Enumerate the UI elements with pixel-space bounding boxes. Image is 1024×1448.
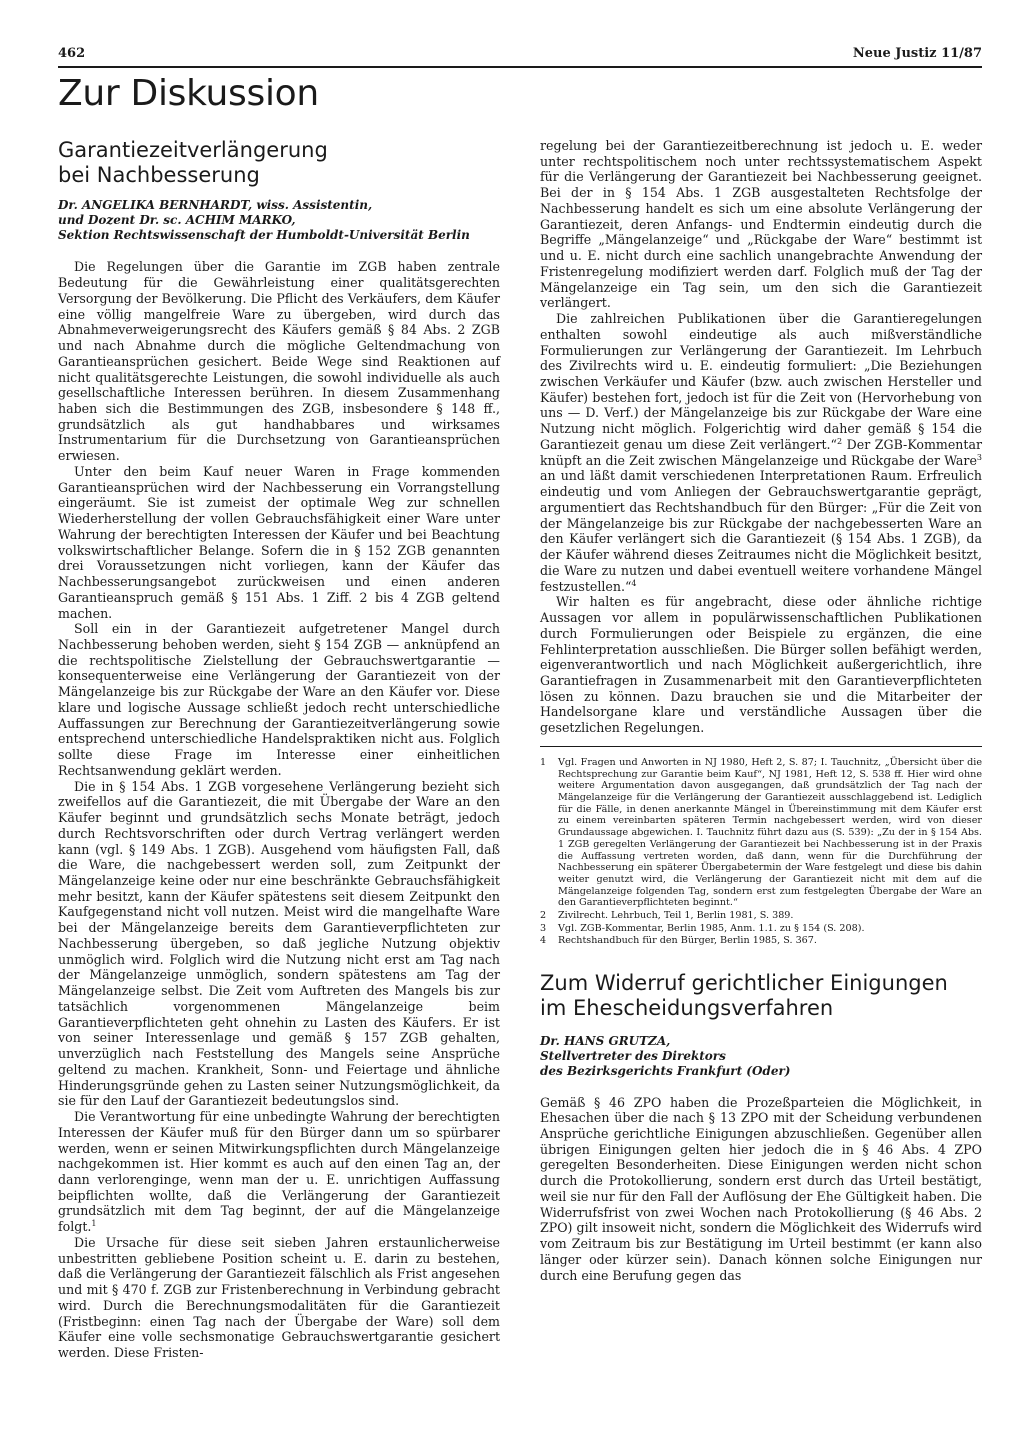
article2-title-line1: Zum Widerruf gerichtlicher Einigungen [540,971,948,996]
right-column [540,138,982,1283]
article1-paragraph-4: Die in § 154 Abs. 1 ZGB vorgesehene Verlängerung bezieht sich zweifellos auf die Garantiezeit, die mit Übergabe der Ware an den Käufer beginnt und grundsätzlich sechs Monate beträgt, jedoch durch Rechtsvorschriften oder durch Vertrag verlängert werden kann (vgl. § 149 Abs. 1 ZGB). Ausgehend vom häufigsten Fall, daß die Ware, die nachgebessert werden soll, zum Zeitpunkt der Mängelanzeige keine oder nur eine beschränkte Gebrauchsfähigkeit mehr besitzt, kann der Käufer spätestens seit diesem Zeitpunkt den Kaufgegenstand nicht voll nutzen. Meist wird die mangelhafte Ware bei der Mängelanzeige bereits dem Garantieverpflichteten zur Nachbesserung übergeben, so daß jegliche Nutzung objektiv unmöglich wird. Folglich wird die Nutzung nicht erst am Tag nach der Mängelanzeige unmöglich, sondern spätestens am Tag der Mängelanzeige selbst. Die Zeit vom Auftreten des Mangels bis zur tatsächlich vorgenommenen Mängelanzeige beim Garantieverpflichteten geht ohnehin zu Lasten des Käufers. Er ist von seiner Interessenlage und gemäß § 157 ZGB gehalten, unverzüglich nach Feststellung des Mangels seine Ansprüche geltend zu machen. Krankheit, Sonn- und Feiertage und ähnliche Hinderungsgründe gehen zu Lasten seiner Nutzungsmöglichkeit, da sie für den Lauf der Garantiezeit bedeutungslos sind. [58,778,500,1109]
article2 [540,971,982,1283]
footnotes [540,757,982,947]
footnote-text: Rechtshandbuch für den Bürger, Berlin 1985, S. 367. [558,935,817,947]
footnote-4 [540,935,982,947]
article2-author-line2: Stellvertreter des Direktors [540,1048,726,1063]
article2-byline [540,1034,982,1079]
article1-author-line3: Sektion Rechtswissenschaft der Humboldt-Universität Berlin [58,228,470,243]
article1-paragraph-2: Unter den beim Kauf neuer Waren in Frage kommenden Garantieansprüchen wird der Nachbesserung ein Vorrangstellung eingeräumt. Sie ist zumeist der optimale Weg zur schnellen Wiederherstellung der vollen Gebrauchsfähigkeit einer Ware unter Wahrung der berechtigten Interessen der Käufer und bei Beachtung volkswirtschaftlicher Belange. Sofern die in § 152 ZGB genannten drei Voraussetzungen nicht vorliegen, kann der Käufer das Nachbesserungsangebot zurückweisen und einen anderen Garantieanspruch gemäß § 151 Abs. 1 Ziff. 2 bis 4 ZGB geltend machen. [58,463,500,621]
section-title: Zur Diskussion [58,73,319,114]
article1-paragraph-5-text: Die Verantwortung für eine unbedingte Wahrung der berechtigten Interessen der Käufer muß für den Bürger dann um so spürbarer werden, wenn er seinen Mitwirkungspflichten durch Mängelanzeige nachgekommen ist. Hier kommt es auch auf den einen Tag an, der dann verlorenginge, wenn man der u. E. unrichtigen Auffassung beipflichten wollte, daß die Verlängerung der Garantiezeit grundsätzlich mit dem Tag beginnt, der auf die Mängelanzeige folgt. [58,1109,500,1235]
footnote-ref-4: 4 [631,578,637,588]
footnote-number: 2 [540,910,547,922]
footnote-3 [540,923,982,935]
article1-paragraph-7 [540,311,982,594]
footnote-text: Vgl. ZGB-Kommentar, Berlin 1985, Anm. 1.1. zu § 154 (S. 208). [558,922,865,934]
article1-title-line2: bei Nachbesserung [58,163,260,188]
article1-paragraph-6-continued: regelung bei der Garantiezeitberechnung ist jedoch u. E. weder unter rechtspolitischem noch unter rechtssystematischem Aspekt für die Verlängerung der Garantiezeit bei Nachbesserung geeignet. Bei der in § 154 Abs. 1 ZGB ausgestalteten Rechtsfolge der Nachbesserung handelt es sich um eine absolute Verlängerung der Garantiezeit, deren Anfangs- und Endtermin eindeutig durch die Begriffe „Mängelanzeige“ und „Rückgabe der Ware“ bestimmt ist und u. E. nicht durch eine sachlich unangebrachte Anwendung der Fristenregelung modifiziert werden darf. Folglich muß der Tag der Mängelanzeige ein Tag sein, um den sich die Garantiezeit verlängert. [540,138,982,311]
footnote-2 [540,910,982,922]
article2-paragraph-1: Gemäß § 46 ZPO haben die Prozeßparteien die Möglichkeit, in Ehesachen über die nach § 13 ZPO mit der Scheidung verbundenen Ansprüche gerichtliche Einigungen abzuschließen. Gegenüber allen übrigen Einigungen gelten hier jedoch die in § 46 Abs. 4 ZPO geregelten Besonderheiten. Diese Einigungen werden nicht schon durch die Protokollierung, sondern erst durch das Urteil bestätigt, weil sie nur für den Fall der Auflösung der Ehe Gültigkeit haben. Die Widerrufsfrist von zwei Wochen nach Protokollierung (§ 46 Abs. 2 ZPO) gilt insoweit nicht, sondern die Möglichkeit des Widerrufs wird vom Zeitraum bis zur Bestätigung im Urteil bestimmt (er kann also länger oder kürzer sein). Danach können solche Einigungen nur durch eine Berufung gegen das [540,1094,982,1283]
article2-title-line2: im Ehescheidungsverfahren [540,996,834,1021]
article1-paragraph-7b-text: Der ZGB-Kommentar knüpft an die Zeit zwischen Mängelanzeige und Rückgabe der Ware [540,436,983,468]
article2-title [540,971,982,1021]
article1-author-line1: Dr. ANGELIKA BERNHARDT, wiss. Assistentin, [58,198,373,213]
article1-paragraph-1: Die Regelungen über die Garantie im ZGB haben zentrale Bedeutung für die Gewährleistung einer qualitätsgerechten Versorgung der Bevölkerung. Die Pflicht des Verkäufers, dem Käufer eine völlig mangelfreie Ware zu übergeben, wird durch das Abnahmeverweigerungsrecht des Käufers gemäß § 84 Abs. 2 ZGB und nach Abnahme durch die mögliche Geltendmachung von Garantieansprüchen gesichert. Beide Wege sind Reaktionen auf nicht qualitätsgerechte Leistungen, die sowohl individuelle als auch gesellschaftliche Interessen berühren. In diesem Zusammenhang haben sich die Bestimmungen des ZGB, insbesondere § 148 ff., grundsätzlich als gut handhabbares und wirksames Instrumentarium für die Durchsetzung von Garantieansprüchen erwiesen. [58,259,500,464]
footnote-ref-3: 3 [976,452,982,462]
article1-paragraph-5 [58,1109,500,1235]
page-number: 462 [58,46,86,61]
running-head [58,44,982,68]
footnote-divider [540,746,982,747]
article2-author-line3: des Bezirksgerichts Frankfurt (Oder) [540,1063,791,1078]
article1-byline [58,198,500,243]
article1-paragraph-7-text: Die zahlreichen Publikationen über die Garantieregelungen enthalten sowohl eindeutige als auch mißverständliche Formulierungen zur Verlängerung der Garantiezeit. Im Lehrbuch des Zivilrechts wird u. E. eindeutig formuliert: „Die Beziehungen zwischen Verkäufer und Käufer (bzw. auch zwischen Hersteller und Käufer) bestehen fort, jedoch ist für die Zeit von (Hervorhebung von uns — D. Verf.) der Mängelanzeige bis zur Rückgabe der Ware eine Nutzung nicht möglich. Folgerichtig wird daher gemäß § 154 die Garantiezeit genau um diese Zeit verlängert.“ [540,311,982,452]
footnote-ref-1: 1 [91,1218,97,1228]
article1-title-line1: Garantiezeitverlängerung [58,138,328,162]
article1-paragraph-3: Soll ein in der Garantiezeit aufgetretener Mangel durch Nachbesserung behoben werden, sieht § 154 ZGB — anknüpfend an die rechtspolitische Zielstellung der Gebrauchswertgarantie — konsequenterweise eine Verlängerung der Garantiezeit von der Mängelanzeige bis zur Rückgabe der Ware an den Käufer vor. Diese klare und logische Aussage schließt jedoch recht unterschiedliche Auffassungen zur Berechnung der Garantiezeitverlängerung sowie entsprechend unterschiedliche Handelspraktiken nicht aus. Folglich sollte diese Frage im Interesse einer einheitlichen Rechtsanwendung geklärt werden. [58,621,500,778]
article1-paragraph-7c-text: an und läßt damit verschiedenen Interpretationen Raum. Erfreulich eindeutig und vom Anliegen der Gebrauchswertgarantie geprägt, argumentiert das Rechtshandbuch für den Bürger: „Für die Zeit von der Mängelanzeige bis zur Rückgabe der nachgebesserten Ware an den Käufer verlängert sich die Garantiezeit (§ 154 Abs. 1 ZGB), da der Käufer während dieses Zeitraumes nicht die Möglichkeit besitzt, die Ware zu nutzen und dabei eventuell weitere vorhandene Mängel festzustellen.“ [540,468,982,594]
left-column [58,138,500,1361]
article1-author-line2: und Dozent Dr. sc. ACHIM MARKO, [58,213,296,228]
page [58,44,982,1434]
article2-author-line1: Dr. HANS GRUTZA, [540,1033,671,1048]
footnote-text: Vgl. Fragen und Anworten in NJ 1980, Heft 2, S. 87; I. Tauchnitz, „Übersicht über die Rechtsprechung zur Garantie beim Kauf“, NJ 1981, Heft 12, S. 538 ff. Hier wird ohne weitere Argumentation davon ausgegangen, daß grundsätzlich der Tag nach der Mängelanzeige für die Verlängerung der Garantiezeit ausschlaggebend ist. Lediglich für die Fälle, in denen anerkannte Mängel in Übereinstimmung mit dem Käufer erst zu einem vereinbarten späteren Termin nachgebessert werden, wird von dieser Grundaussage abgewichen. I. Tauchnitz führt dazu aus (S. 539): „Zu der in § 154 Abs. 1 ZGB geregelten Verlängerung der Garantiezeit bei Nachbesserung ist in der Praxis die Auffassung vertreten worden, daß dann, wenn für die Durchführung der Nachbesserung ein späterer Übergabetermin der Ware festgelegt und diese bis dahin weiter genutzt wird, die Verlängerung der Garantiezeit nicht mit dem auf die Mängelanzeige folgenden Tag, sondern erst zum festgelegten Übergabe der Ware an den Garantieverpflichteten beginnt.“ [558,756,982,909]
footnote-1 [540,757,982,909]
article1-paragraph-8: Wir halten es für angebracht, diese oder ähnliche richtige Aussagen vor allem in populärwissenschaftlichen Publikationen durch Formulierungen oder Beispiele zu ergänzen, die eine Fehlinterpretation ausschließen. Die Bürger sollen befähigt werden, eigenverantwortlich und nach Möglichkeit außergerichtlich, ihre Garantiefragen in Zusammenarbeit mit den Garantieverpflichteten lösen zu können. Dazu brauchen sie und die Mitarbeiter der Handelsorgane klare und verständliche Aussagen über die gesetzlichen Regelungen. [540,594,982,736]
article1-paragraph-6: Die Ursache für diese seit sieben Jahren erstaunlicherweise unbestritten gebliebene Position scheint u. E. darin zu bestehen, daß die Verlängerung der Garantiezeit fälschlich als Frist angesehen und mit § 470 f. ZGB zur Fristenberechnung in Verbindung gebracht wird. Durch die Berechnungsmodalitäten für die Garantiezeit (Fristbeginn: einen Tag nach der Übergabe der Ware) soll dem Käufer eine volle sechsmonatige Gebrauchswertgarantie gesichert werden. Diese Fristen- [58,1234,500,1361]
footnote-ref-2: 2 [837,436,843,446]
footnote-number: 3 [540,922,547,934]
footnote-text: Zivilrecht. Lehrbuch, Teil 1, Berlin 1981, S. 389. [558,910,794,922]
journal-issue: Neue Justiz 11/87 [852,46,982,61]
footnote-number: 4 [540,935,547,947]
footnote-number: 1 [540,756,547,768]
article1-title [58,138,500,188]
